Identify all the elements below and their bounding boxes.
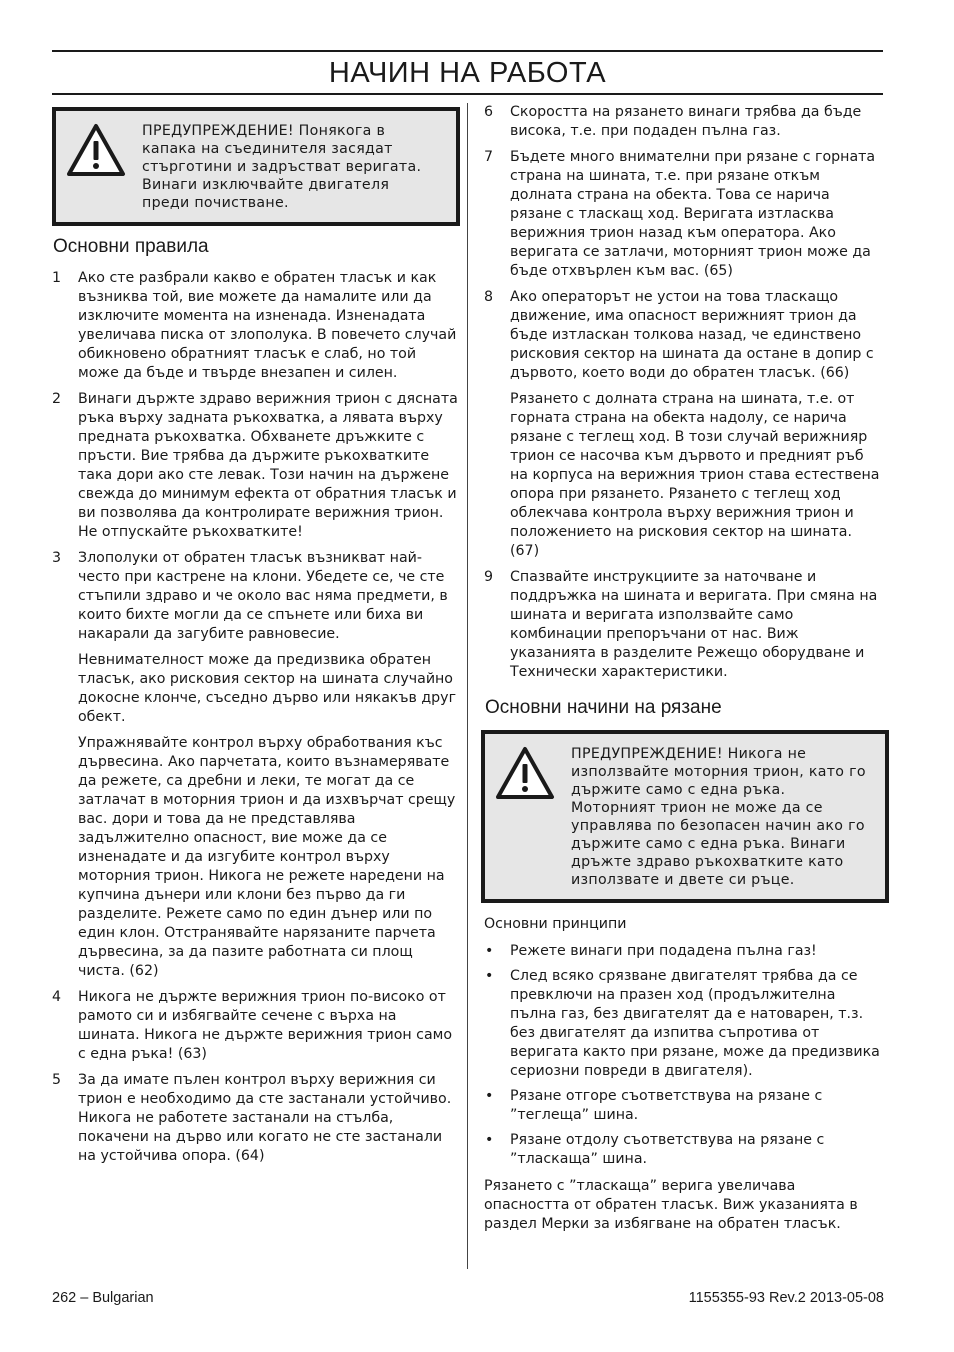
column-divider <box>467 103 468 1269</box>
left-column <box>52 103 460 1173</box>
list-item <box>52 988 460 1064</box>
item-text: За да имате пълен контрол върху верижния си трион е необходимо да сте застанали устойчиво. Никога не работете застанали на стълба, покачени на дърво или когато не сте застанали на устойчива опора. (64) <box>78 1072 452 1164</box>
list-item <box>52 549 460 981</box>
title-rule <box>52 93 883 95</box>
item-number: 6 <box>484 104 494 120</box>
section-heading: Основни правила <box>53 236 209 257</box>
item-text: Скоростта на рязането винаги трябва да бъде висока, т.е. при подаден пълна газ. <box>510 104 862 139</box>
item-number: 7 <box>484 149 494 165</box>
top-rule <box>52 50 883 52</box>
warning-box <box>52 107 460 226</box>
item-number: 5 <box>52 1072 62 1088</box>
item-text: Ако операторът не устои на това тласкащо движение, има опасност верижният трион да бъде изтласкан толкова назад, че единствено рисковия сектор на шината да остане в допир с дървото, което води до обратен тласък. (66) <box>510 289 874 381</box>
warning-triangle-icon <box>495 746 555 800</box>
item-number: 3 <box>52 550 62 566</box>
bullet-dot: • <box>485 968 494 984</box>
item-text: Невнимателност може да предизвика обратен тласък, ако рисковия сектор на шината случайно докосне клонче, съседно дърво или някакъв друг обект. <box>78 652 457 725</box>
subheading: Основни принципи <box>484 916 627 932</box>
list-item <box>484 103 884 141</box>
bullet-dot: • <box>485 1088 494 1104</box>
list-item <box>52 1071 460 1166</box>
item-text: Рязането с долната страна на шината, т.е. от горната страна на обекта надолу, се нарича рязане с теглещ ход. В този случай верижнияр трион се насочва към дървото и предният ръб на корпуса на верижния трион става естествена опора при рязането. Рязането с теглещ ход облекчава контрола върху верижния трион и положението на рисковия сектор на шината. (67) <box>510 391 880 559</box>
bullet-item <box>484 967 884 1081</box>
item-text: Никога не държте верижния трион по-високо от рамото си и избягвайте сечене с върха на шината. Никога не държте верижния трион само с една ръка! (63) <box>78 989 453 1062</box>
bullet-text: Режете винаги при подадена пълна газ! <box>510 943 817 959</box>
bullet-dot: • <box>485 943 494 959</box>
item-number: 4 <box>52 989 62 1005</box>
item-text: Ако сте разбрали какво е обратен тласък и как възниква той, вие можете да намалите или да изключите момента на изненада. Изненадата увеличава писка от злополука. В повечето случай обикновено обратният тласък е слаб, но той може да бъде и твърде внезапен и силен. <box>78 270 457 381</box>
list-item <box>484 568 884 682</box>
item-number: 2 <box>52 391 62 407</box>
closing-paragraph: Рязането с ”тласкаща” верига увеличава опасността от обратен тласък. Виж указанията в раздел Мерки за избягване на обратен тласък. <box>484 1178 858 1232</box>
section-heading: Основни начини на рязане <box>485 697 722 718</box>
item-text: Злополуки от обратен тласък възникват най-често при кастрене на клони. Убедете се, че сте стъпили здраво и че около вас няма предмети, в които бихте могли да се спънете или биха ви накарали да загубите равновесие. <box>78 550 448 642</box>
item-number: 1 <box>52 270 62 286</box>
bullet-dot: • <box>485 1132 494 1148</box>
list-item <box>484 288 884 561</box>
warning-text: ПРЕДУПРЕЖДЕНИЕ! Никога не използвайте моторния трион, като го държите само с една ръка. Моторният трион не може да се управлява по безопасен начин ако го държите само с една ръка. Винаги дръжте здраво ръкохватките като използвате и двете си ръце. <box>571 746 866 888</box>
item-number: 9 <box>484 569 494 585</box>
list-item <box>52 390 460 542</box>
list-item <box>52 269 460 383</box>
warning-box <box>481 730 889 903</box>
document-revision: 1155355-93 Rev.2 2013-05-08 <box>688 1290 884 1306</box>
bullet-item <box>484 942 884 961</box>
page-number: 262 – Bulgarian <box>52 1290 154 1306</box>
item-text: Упражнявайте контрол върху обработвания къс дървесина. Ако парчетата, които възнамерявате да режете, са дребни и леки, те могат да се затлачат в моторния трион и да изхвърчат срещу вас. дори и това да не представлява задължително опасност, вие може да се изненадате и да изгубите контрол върху моторния трион. Никога не режете наредени на купчина дънери или клони без първо да ги разделите. Режете само по един дънер или по един клон. Отстранявайте нарязаните парчета дървесина, за да пазите работната си площ чиста. (62) <box>78 735 456 979</box>
list-item <box>484 148 884 281</box>
bullet-text: Рязане отгоре съответствува на рязане с ”теглеща” шина. <box>510 1088 823 1123</box>
item-number: 8 <box>484 289 494 305</box>
warning-triangle-icon <box>66 123 126 177</box>
item-text: Бъдете много внимателни при рязане с горната страна на шината, т.е. при рязане откъм долната страна на обекта. Това се нарича рязане с тласкащ ход. Веригата изтласква верижния трион назад към оператора. Ако веригата се затлачи, моторният трион може да бъде отхвърлен към вас. (65) <box>510 149 876 279</box>
bullet-item <box>484 1131 884 1169</box>
right-column <box>484 103 884 1234</box>
bullet-item <box>484 1087 884 1125</box>
item-text: Спазвайте инструкциите за наточване и поддръжка на шината и веригата. При смяна на шината и веригата използвайте само комбинации препоръчани от нас. Виж указанията в разделите Режещо оборудване и Технически характеристики. <box>510 569 878 680</box>
bullet-text: Рязане отдолу съответствува на рязане с ”тласкаща” шина. <box>510 1132 825 1167</box>
page-title: НАЧИН НА РАБОТА <box>328 57 607 89</box>
warning-text: ПРЕДУПРЕЖДЕНИЕ! Понякога в капака на съединителя засядат стърготини и задръстват веригата. Винаги изключвайте двигателя преди почистване. <box>142 123 422 211</box>
bullet-text: След всяко срязване двигателят трябва да се превключи на празен ход (продължителна пълна газ, без двигателят да е натоварен, т.з. без двигателят да изпитва съпротива от веригата както при рязане, може да предизвика сериозни повреди в двигателя). <box>510 968 880 1079</box>
item-text: Винаги държте здраво верижния трион с дясната ръка върху задната ръкохватка, а лявата върху предната ръкохватка. Обхванете дръжките с пръсти. Вие трябва да държите ръкохватките така дори ако сте левак. Този начин на държене свежда до минимум ефекта от обратния тласък и ви позволява да контролирате верижния трион. Не отпускайте ръкохватките! <box>78 391 458 540</box>
